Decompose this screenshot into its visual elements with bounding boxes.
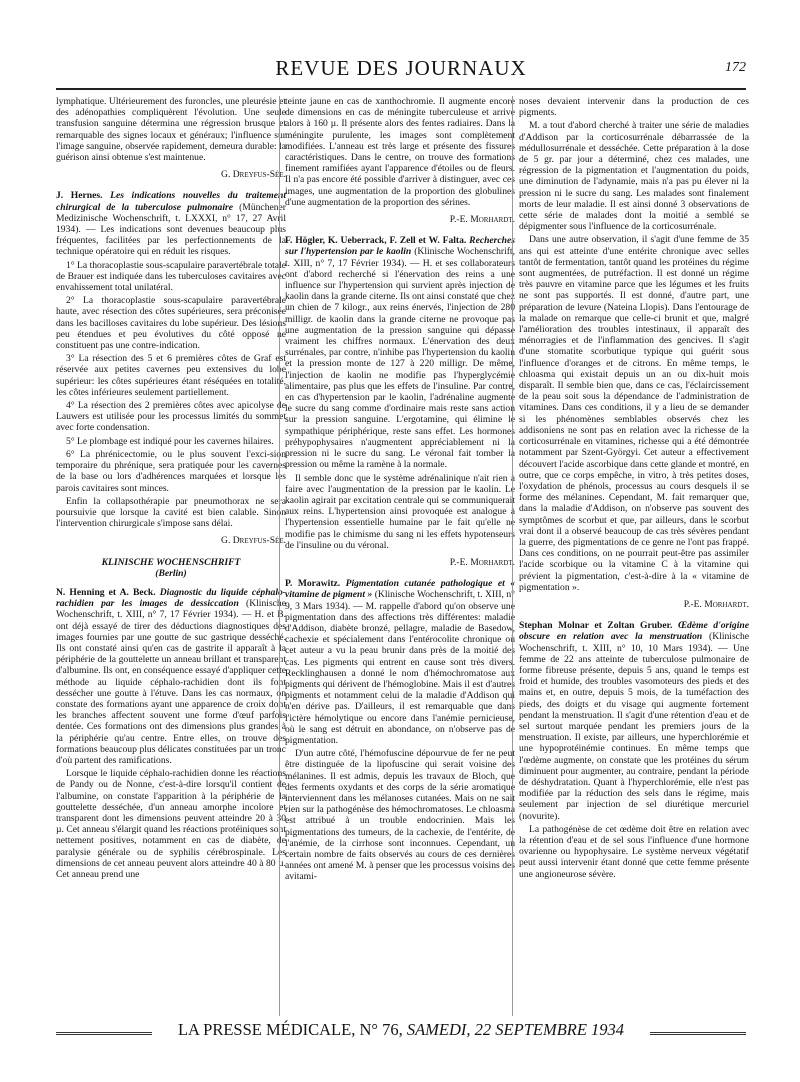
paragraph: 4° La résection des 2 premières côtes avec apicolyse de Lauwers est utilisée pour les processus limités du sommet avec forte condensation. — [56, 400, 286, 434]
article-body: (Klinische Wochenschrift, t. XIII, n° 7, 17 Février 1934). — H. et B. ont déjà essayé de tirer des déductions diagnostiques des images fournies par une goutte de suc gastrique desséché. Ils ont constaté ainsi qu'en cas de gastrite il apparaît à la périphérie de la gouttelette un anneau brillant et transparent d'albumine. Ils ont, en conséquence essayé d'appliquer cette méthode au liquide céphalo-rachidien dont ils font dessécher une goutte à l'étuve. Dans les cas normaux, on constate des formations ayant une apparence de croix dont les branches affectent souvent une forme d'œuf parfois dentée. Ces formations ont des dimensions plus grandes à la périphérie qu'au centre. Entre elles, on trouve des formations beaucoup plus délicates constituées par un tronc d'où partent des ramifications. — [56, 598, 286, 766]
paragraph: M. a tout d'abord cherché à traiter une série de maladies d'Addison par la corticosurrénale débarrassée de la médullosurrénale et desséchée. Cette préparation à la dose de 5 gr. par jour a déterminé, chez ces malades, une régression de la pigmentation et l'augmentation du poids, une diminution de l'adynamie, mais n'a pas pu élever ni la pression ni le sucre du sang. Les malades sont finalement morts de leur maladie. Il est ainsi donné 3 observations de cette série de malades dont la moitié a semblé se dépigmenter sous l'influence de la corticosurrénale. — [519, 120, 749, 233]
footer-journal: LA PRESSE MÉDICALE, N° 76, — [177, 1020, 403, 1039]
paragraph: noses devaient intervenir dans la production de ces pigments. — [519, 96, 749, 119]
footer-journal-line — [156, 1020, 646, 1040]
article-body: (Münchener Medizinische Wochenschrift, t. LXXXI, n° 17, 27 Avril 1934). — Les indications sont devenues beaucoup plus fréquentes, facilitées par les perfectionnements de la technique opératoire qui en réduit les risques. — [56, 201, 286, 258]
article-heading — [519, 620, 749, 822]
paragraph: Lorsque le liquide céphalo-rachidien donne les réactions de Pandy ou de Nonne, c'est-à-dire lorsqu'il contient de l'albumine, on constate l'apparition à la périphérie de la gouttelette desséchée, d'un anneau amorphe incolore et transparent dont les dimensions peuvent atteindre 20 à 30 µ. Cet anneau s'élargit quand les réactions protéiniques sont nettement positives, notamment en cas de diabète, de paralysie générale ou de syphilis cérébrospinale. Les dimensions de cet anneau peuvent alors atteindre 40 à 80 µ. Cet anneau prend une — [56, 768, 286, 880]
article-authors: P. Morawitz. — [285, 578, 346, 590]
author-signature: P.-E. Morhardt. — [449, 556, 515, 568]
article-title: Recherches sur l'hypertension par le kaolin — [285, 235, 515, 258]
footer-date: SAMEDI, 22 SEPTEMBRE 1934 — [406, 1020, 625, 1039]
article-heading — [56, 587, 286, 766]
footer-rule — [56, 1032, 152, 1035]
author-signature: P.-E. Morhardt. — [449, 214, 515, 226]
page-footer — [56, 1020, 746, 1046]
journal-city: (Berlin) — [155, 567, 187, 579]
paragraph: lymphatique. Ultérieurement des furoncles, une pleurésie et des adénopathies compliquèrent l'évolution. Une seule transfusion sanguine détermina une régression brusque et remarquable des signes locaux et généraux; l'influence sur l'image sanguine, observée rapidement, demeura durable: la guérison ainsi obtenue s'est maintenue. — [56, 96, 286, 164]
column-2 — [285, 96, 515, 1016]
author-signature: P.-E. Morhardt. — [683, 598, 749, 610]
page-number: 172 — [725, 60, 746, 75]
column-divider — [279, 96, 280, 1016]
article-authors: J. Hernes. — [56, 190, 111, 202]
author-signature: G. Dreyfus-Sée. — [221, 535, 286, 547]
paragraph: Enfin la collapsothérapie par pneumothorax ne sera poursuivie que lorsque la cavité est bien calable. Sinon l'intervention chirurgicale s'impose sans délai. — [56, 495, 286, 530]
article-heading — [285, 578, 515, 746]
article-authors: N. Henning et A. Beck. — [56, 586, 160, 598]
paragraph: 5° Le plombage est indiqué pour les cavernes hilaires. — [66, 435, 274, 447]
article-title: Les indications nouvelles du traitement chirurgical de la tuberculose pulmonaire — [56, 190, 286, 213]
article-body: (Klinische Wochenschrift, t. XIII, n° 9, 3 Mars 1934). — M. rappelle d'abord qu'on observe une pigmentation dans des affections très différentes: maladie d'Addison, diabète bronzé, pellagre, maladie de Basedow, cachexie et spécialement dans l'entérocolite chronique où cet auteur a vu la peau brunir dans près de la moitié des cas. Les pigments qui entrent en cause sont très divers. Recklinghausen a donné le nom d'hémochromatose aux pigments qui dérivent de l'hémoglobine. Mais il est d'autres pigments et notamment celui de la maladie d'Addison qui n'en dérive pas. D'ailleurs, il est remarquable que dans l'ictère hémolytique ou encore dans l'anémie pernicieuse, où le sang est détruit en abondance, on n'observe pas de pigmentation. — [285, 589, 515, 746]
article-body: (Klinische Wochenschrift, t. XIII, n° 10, 10 Mars 1934). — Une femme de 22 ans atteinte de tuberculose pulmonaire de forme fibreuse présente, depuis 5 ans, quand le temps est froid et humide, des troubles vasomoteurs des pieds et des mains et, en outre, depuis 5 mois, de la tuméfaction des pieds, des doigts et du visage qui augmente fortement pendant la menstruation. Il s'agit d'une rétention d'eau et de sel surtout marquée pendant les premiers jours de la menstruation. Il existe, par ailleurs, une hyperchlorémie et une hypoprotéinémie continues. En même temps que l'œdème augmente, on constate que les protéines du sérum diminuent pour augmenter, au contraire, pendant la période de déshydratation. Quant à l'hyperchlorémie, elle n'est pas modifiée par la réduction des sels dans le régime, mais seulement par injection de sel diurétique mercuriel (novurite). — [519, 631, 749, 822]
paragraph: Il semble donc que le système adrénalinique n'ait rien à faire avec l'augmentation de la pression par le kaolin. Le kaolin agirait par excitation centrale qui se communiquerait aux reins. L'hypertension ainsi provoquée est analogue à l'hypertension essentielle humaine par le fait qu'elle ne modifie pas le chimisme du sang ni les effets hypotenseurs de l'insuline ou du véronal. — [285, 472, 515, 551]
footer-rule — [650, 1032, 746, 1035]
journal-section-title: REVUE DES JOURNAUX — [275, 56, 527, 80]
article-authors: Stephan Molnar et Zoltan Gruber. — [519, 620, 678, 632]
author-signature: G. Dreyfus-Sée. — [221, 169, 286, 181]
paragraph: D'un autre côté, l'hémofuscine dépourvue de fer ne peut être distinguée de la lipofuscine qui serait voisine des mélanines. Il est admis, depuis les travaux de Bloch, que des ferments oxydants et des corps de la série aromatique interviennent dans les mélanoses cutanées. Mais on ne sait rien sur la pathogénèse des hémochromatoses. Le chloasma est attribué à un trouble endocrinien. Mais les pigmentations des tumeurs, de la cachexie, de l'entérite, de l'anémie, de la cirrhose sont inconnues. Cependant, un certain nombre de faits observés au cours de ces dernières années ont amené M. à penser que les processus voisins des avitami- — [285, 748, 515, 883]
article-heading — [56, 190, 286, 257]
paragraph: La pathogénèse de cet œdème doit être en relation avec la rétention d'eau et de sel sous l'influence d'une hormone ovarienne ou hypophysaire. Le système nerveux végétatif peut aussi intervenir étant donné que cette femme présente une angioneurose sévère. — [519, 823, 749, 880]
paragraph: teinte jaune en cas de xanthochromie. Il augmente encore de dimensions en cas de méningite tuberculeuse et arrive alors à 160 µ. Il présente alors des fentes radiaires. Dans la méningite purulente, les images sont complètement modifiées. L'anneau est très large et présente des fissures caractéristiques. Dans le centre, on trouve des formations finement ramifiées ayant l'apparence d'étoiles ou de fleurs. Il n'a pas encore été possible d'arriver à distinguer, avec ces images, une augmentation de la proportion des globulines d'une augmentation de la proportion des sérines. — [285, 96, 515, 208]
paragraph: 6° La phrénicectomie, ou le plus souvent l'exci-sion temporaire du phrénique, sera pratiquée pour les cavernes de la base ou lors d'adhérences marquées et lorsque les parois cavitaires sont minces. — [56, 448, 286, 494]
article-heading — [285, 235, 515, 470]
header-rule — [56, 88, 746, 90]
paragraph: 3° La résection des 5 et 6 premières côtes de Graf est réservée aux petites cavernes peu extensives du lobe supérieur: les côtes supérieures étant réséquées en totalité, les côtes inférieures seulement partiellement. — [56, 353, 286, 398]
column-1 — [56, 96, 286, 1016]
paragraph: Dans une autre observation, il s'agit d'une femme de 35 ans qui est atteinte d'une entérite chronique avec selles tantôt de fermentation, tantôt quand les protéines du régime sont augmentées, de putréfaction. Il est donné un régime très pauvre en vitamine parce que les légumes et les fruits ne sont pas supportés. Il est donné, d'autre part, une préparation de levure (Nateina Llopis). Dans l'entourage de la malade on remarque que celle-ci brunit et que, malgré l'amélioration des troubles intestinaux, il apparaît des ménorragies et de l'inflammation des gencives. Il s'agit d'une stomatite scorbutique typique qui guérit sous l'influence d'oranges et de citrons. En même temps, le chloasma qui existait depuis un an ou dix-huit mois disparaît. Il semble bien que, dans ce cas, l'éclaircissement de la peau soit sous la dépendance de l'administration de vitamines. Dans ces conditions, il y a lieu de se demander si les phénomènes semblables observés chez les addisoniens ne sont pas en relation avec la richesse de la corticosurrénale en vitamines, richesse qui a été démontrée notamment par Szent-Györgyi. Cet auteur a effectivement découvert l'acide ascorbique dans cette glande et montré, en outre, que ce corps empêche, in vitro, à très petites doses, l'oxydation de phénols, processus au cours desquels il se forme des mélanines. Cependant, M. fait remarquer que, dans la maladie d'Addison, on n'observe pas souvent des symptômes de scorbut et que, par ailleurs, dans le scorbut vrai dont il a observé beaucoup de cas très sévères pendant la guerre, des pigmentations de ce genre ne l'ont pas frappé. Dans ces conditions, on ne pourrait peut-être pas assimiler l'acide scorbique ou la vitamine C à la vitamine qui prévient la pigmentation, c'est-à-dire à la « vitamine de pigmentation ». — [519, 234, 749, 593]
column-divider — [512, 96, 513, 1016]
article-title: Œdème d'origine obscure en relation avec la menstruation — [519, 620, 749, 643]
article-title: Diagnostic du liquide céphalo-rachidien par les images de dessiccation — [56, 586, 286, 610]
journal-heading: KLINISCHE WOCHENSCHRIFT — [101, 556, 241, 568]
article-body: (Klinische Wochenschrift, t. XIII, n° 7, 17 Février 1934). — H. et ses collaborateurs ont d'abord recherché si l'énervation des reins a une influence sur l'hypertension qui survient après injection de kaolin dans la grande citerne. Ils ont ainsi constaté que chez un chien de 7 kilogr., aux reins énervés, l'injection de 280 milligr. de kaolin dans la grande citerne ne provoque pas une augmentation de la pression sanguine qui dépasse vraiment les chiffres normaux. L'énervation des deux surrénales, par contre, n'inhibe pas l'hypertension du kaolin et la pression monte de 127 à 220 milligr. De même, l'injection de kaolin ne modifie pas l'hyperglycémie alimentaire, pas plus que les effets de l'insuline. Par contre, en cas d'hypertension par le kaolin, l'adrénaline augmente le sucre du sang comme d'ordinaire mais reste sans action sur la pression sanguine. L'ergotamine, qui élimine le sympathique périphérique, reste sans effet. Les hormones préhypophysaires n'augmentent appréciablement ni la pression ni le sucre du sang. Le véronal fait tomber la pression ou même la ramène à la normale. — [285, 246, 515, 471]
paragraph: 1° La thoracoplastie sous-scapulaire paravertébrale totale de Brauer est indiquée dans les tuberculoses cavitaires avec envahissement total unilatéral. — [56, 259, 286, 294]
article-title: Pigmentation cutanée pathologique et « vitamine de pigment » — [285, 578, 515, 601]
page-header — [56, 54, 746, 84]
column-3 — [519, 96, 749, 1016]
paragraph: 2° La thoracoplastie sous-scapulaire paravertébrale haute, avec résection des côtes supérieures, sera préconisée dans les bacilloses cavitaires du lobe supérieur. Des lésions peu étendues et peu évolutives du côté opposé ne constituent pas une contre-indication. — [56, 295, 286, 352]
article-authors: F. Högler, K. Ueberrack, F. Zell et W. Falta. — [285, 235, 470, 247]
